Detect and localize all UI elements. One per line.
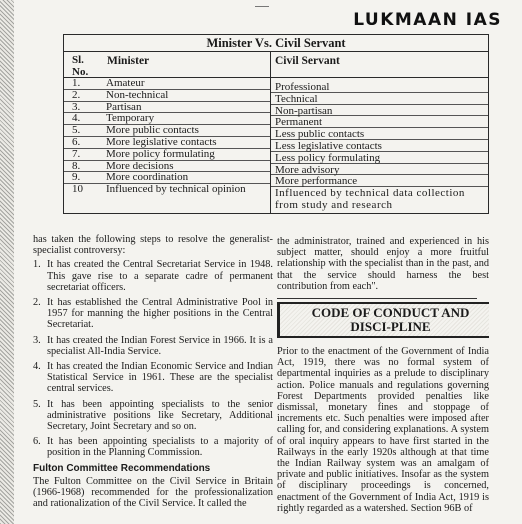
table-row: 5. More public contacts xyxy=(64,125,270,137)
table-row: 2. Non-technical xyxy=(64,90,270,102)
table-cell: Permanent xyxy=(271,116,488,128)
civil-servant-column xyxy=(271,78,488,213)
table-header xyxy=(64,52,488,78)
minister-column xyxy=(64,78,271,213)
table-cell: Professional xyxy=(271,81,488,93)
col-header-sl: Sl. No. xyxy=(72,54,89,78)
table-cell: More performance xyxy=(271,175,488,187)
list-item: 1. It has created the Central Secretariat Service in 1948. This gave rise to a separate cadre of permanent secretariat officers. xyxy=(33,259,273,293)
table-row: 10 Influenced by technical opinion xyxy=(72,183,246,196)
table-row: 8. More decisions xyxy=(64,161,270,173)
table-cell: Influenced by technical data collection from study and research xyxy=(275,187,465,212)
table-row: 3. Partisan xyxy=(64,102,270,114)
subheading: Fulton Committee Recommendations xyxy=(33,462,211,474)
divider xyxy=(255,6,269,7)
body-paragraph: Prior to the enactment of the Government of India Act, 1919, there was no formal system of departmental inquiries as a prelude to disciplinary action. Police manuals and regulations governing Forest Departments provided penalties like dismissal, monetary fines and stoppage of increments etc. Such penalties were imposed after calling for, and considering explanations. A system of oral inquiry appears to have first started in the Railways in the early 1920s although at that time the Indian Railway system was an amalgam of private and public initiatives. Insofar as the system of disciplinary proceedings is concerned, enactment of the Government of India Act, 1919 is rightly regarded as a watershed. Section 96B of xyxy=(277,346,489,514)
brand-logo: LUKMAAN IAS xyxy=(353,10,502,30)
table-title: Minister Vs. Civil Servant xyxy=(64,35,488,52)
quote-paragraph: the administrator, trained and experienced in his subject matter, should enjoy a more fruitful relationship with the specialist than in the past, and that the service should harness the best contribution from each". xyxy=(277,236,489,292)
table-row: 9. More coordination xyxy=(64,172,270,184)
list-item: 4. It has created the Indian Economic Service and Indian Statistical Service in 1961. These are the specialist central services. xyxy=(33,361,273,395)
table-cell: Less legislative contacts xyxy=(271,140,488,152)
intro-paragraph: has taken the following steps to resolve the generalist-specialist controversy: xyxy=(33,234,273,257)
table-row: 7. More policy formulating xyxy=(64,149,270,161)
table-row: 6. More legislative contacts xyxy=(64,137,270,149)
divider xyxy=(277,298,477,299)
table-cell: Technical xyxy=(271,93,488,105)
table-row: 1. Amateur xyxy=(64,78,270,90)
list-item: 2. It has established the Central Administrative Pool in 1957 for manning the higher positions in the Central Secretariat. xyxy=(33,297,273,331)
list-item: 3. It has created the Indian Forest Service in 1966. It is a specialist All-India Service. xyxy=(33,334,273,357)
table-cell: Less policy formulating xyxy=(271,152,488,164)
table-row: 4. Temporary xyxy=(64,113,270,125)
col-header-civil: Civil Servant xyxy=(275,55,340,67)
scan-edge xyxy=(0,0,14,524)
section-heading: CODE OF CONDUCT AND DISCI-PLINE xyxy=(277,302,489,338)
list-item: 5. It has been appointing specialists to the senior administrative positions like Secretary, Additional Secretary, Joint Secretary and so on. xyxy=(33,398,273,433)
comparison-table xyxy=(63,34,489,214)
left-column xyxy=(33,234,273,512)
fulton-paragraph: The Fulton Committee on the Civil Service in Britain (1966-1968) recommended for the professionalization and rationalization of the Civil Service. It called the xyxy=(33,475,273,510)
list-item: 6. It has been appointing specialists to a majority of position in the Planning Commission. xyxy=(33,436,273,459)
right-column xyxy=(277,236,489,517)
table-cell: More advisory xyxy=(271,164,488,176)
table-cell: Less public contacts xyxy=(271,128,488,140)
col-header-minister: Minister xyxy=(107,55,150,67)
table-cell: Non-partisan xyxy=(271,105,488,117)
